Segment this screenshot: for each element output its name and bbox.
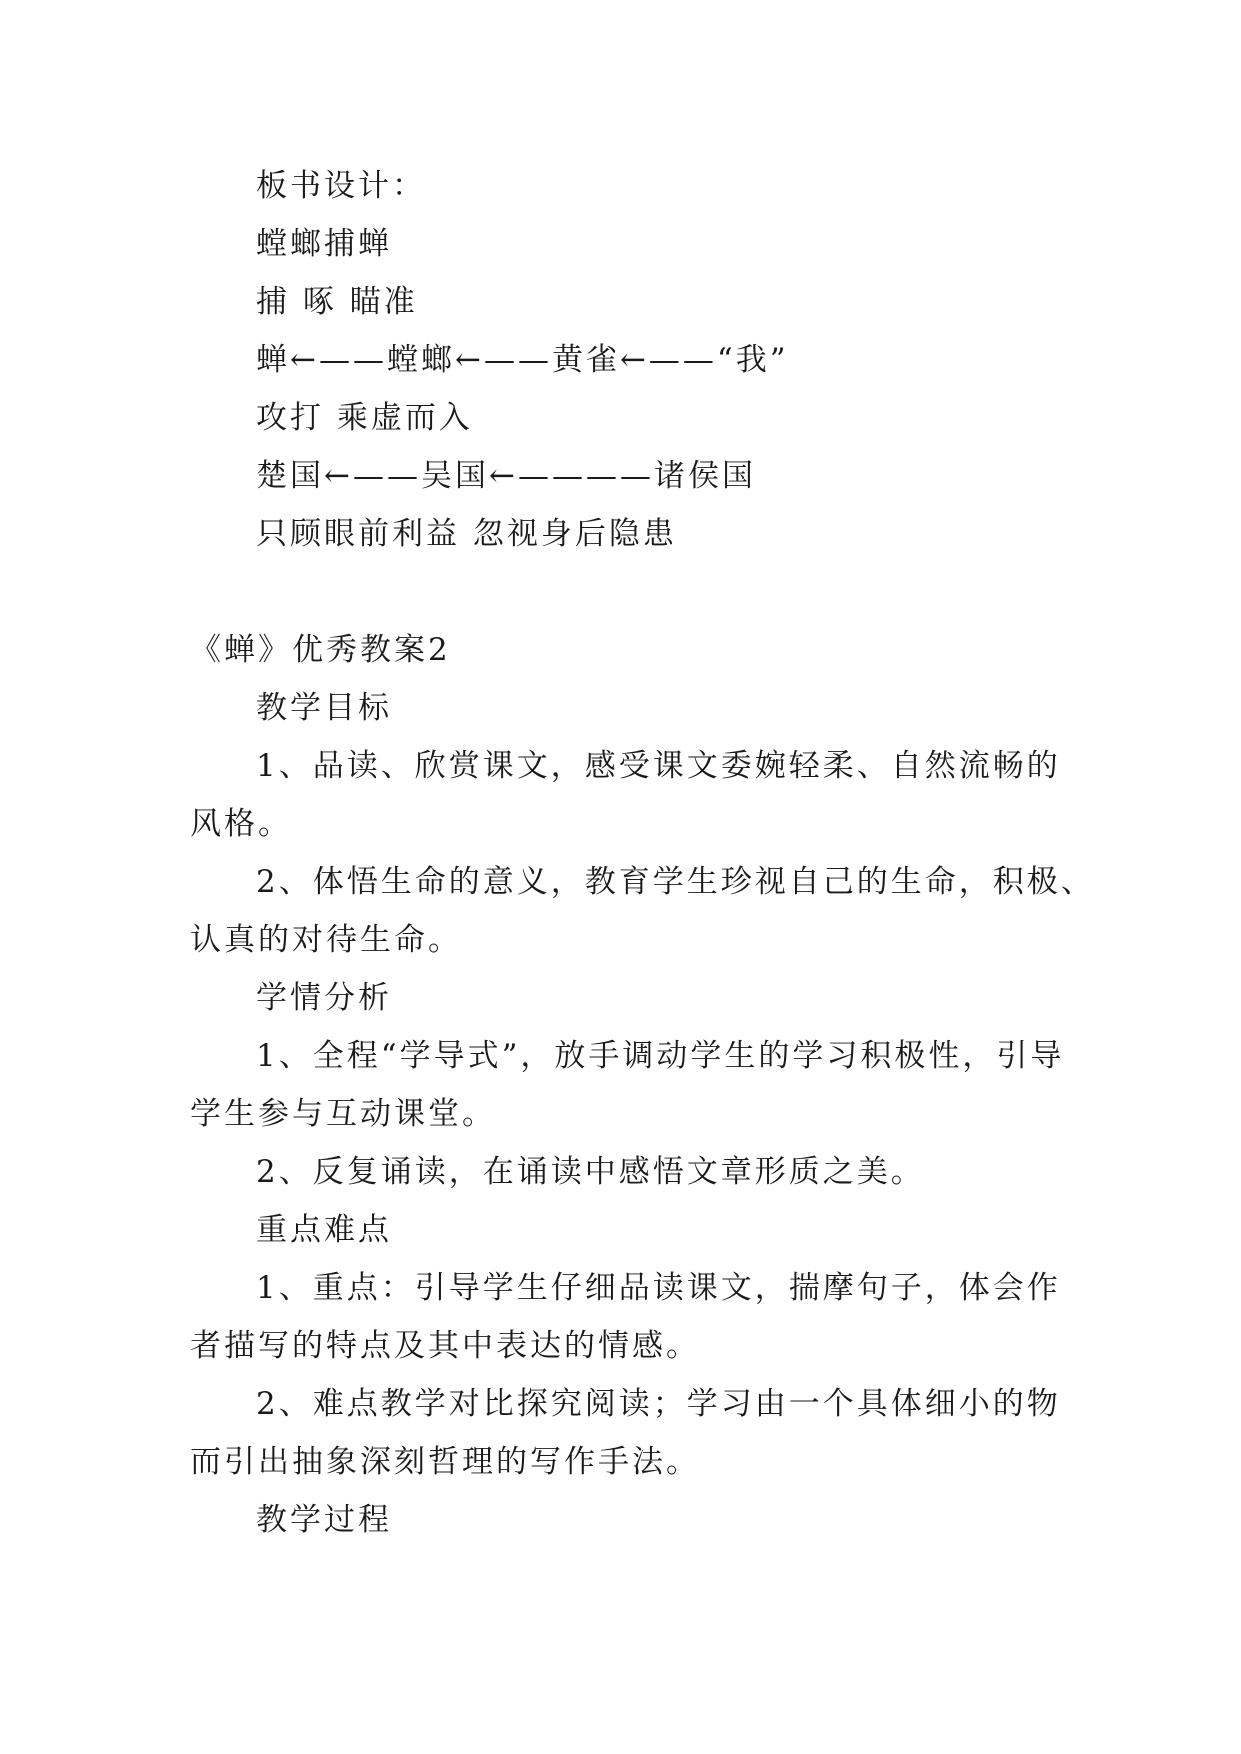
board-verbs-2: 攻打 乘虚而入	[256, 400, 473, 436]
analysis-1-line-1: 1、全程“学导式”，放手调动学生的学习积极性，引导	[256, 1038, 1065, 1074]
key-1-line-1: 1、重点：引导学生仔细品读课文，揣摩句子，体会作	[256, 1270, 1061, 1306]
board-design-heading: 板书设计：	[256, 168, 426, 204]
section-title: 《蝉》优秀教案2	[190, 632, 451, 668]
analysis-1-line-2: 学生参与互动课堂。	[190, 1096, 496, 1132]
keypoints-heading: 重点难点	[256, 1212, 392, 1248]
goal-1-line-1: 1、品读、欣赏课文，感受课文委婉轻柔、自然流畅的	[256, 748, 1061, 784]
board-chain-2: 楚国←——吴国←————诸侯国	[256, 458, 756, 494]
board-verbs: 捕 啄 瞄准	[256, 284, 418, 320]
goal-2-line-1: 2、体悟生命的意义，教育学生珍视自己的生命，积极、	[256, 864, 1095, 900]
key-2-line-1: 2、难点教学对比探究阅读；学习由一个具体细小的物	[256, 1386, 1061, 1422]
goal-2-line-2: 认真的对待生命。	[190, 922, 462, 958]
analysis-heading: 学情分析	[256, 980, 392, 1016]
goals-heading: 教学目标	[256, 690, 392, 726]
board-moral: 只顾眼前利益 忽视身后隐患	[256, 516, 677, 552]
goal-1-line-2: 风格。	[190, 806, 292, 842]
key-2-line-2: 而引出抽象深刻哲理的写作手法。	[190, 1444, 700, 1480]
board-chain-1: 蝉←——螳螂←——黄雀←——“我”	[256, 342, 789, 378]
key-1-line-2: 者描写的特点及其中表达的情感。	[190, 1328, 700, 1364]
analysis-2: 2、反复诵读，在诵读中感悟文章形质之美。	[256, 1154, 925, 1190]
board-title: 螳螂捕蝉	[256, 226, 392, 262]
process-heading: 教学过程	[256, 1502, 392, 1538]
